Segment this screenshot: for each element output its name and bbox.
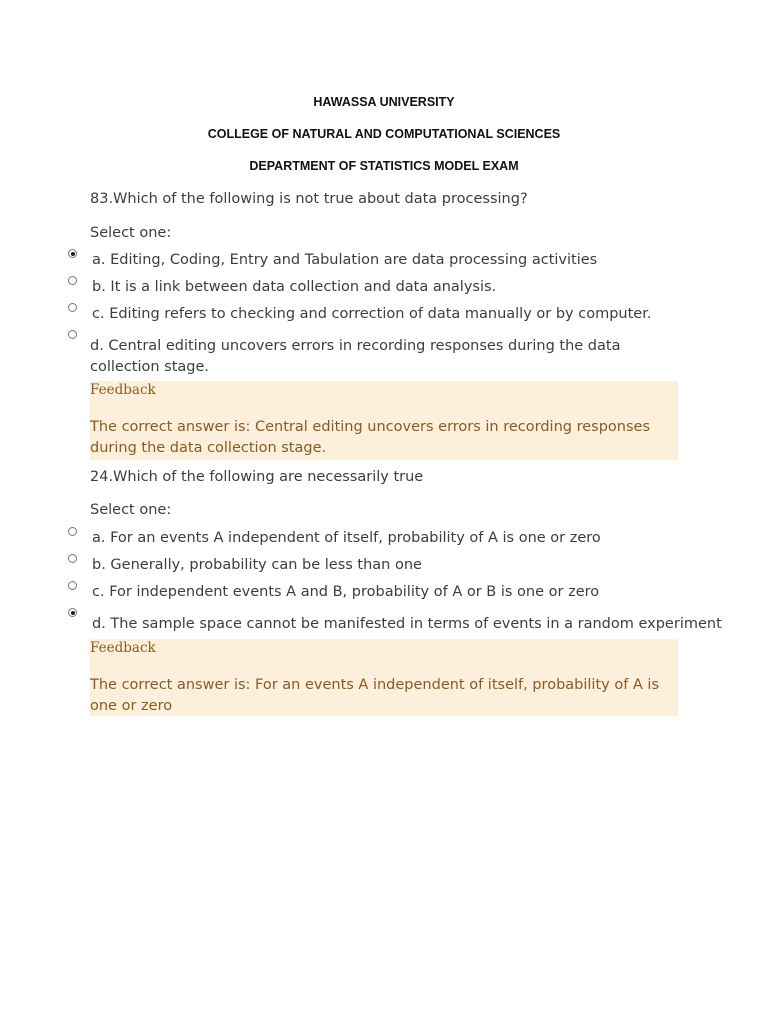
feedback-panel [90, 381, 678, 460]
college-title: COLLEGE OF NATURAL AND COMPUTATIONAL SCIENCES [207, 127, 561, 141]
feedback-panel [90, 639, 678, 716]
radio-button[interactable] [68, 554, 77, 563]
option-label[interactable]: d. Central editing uncovers errors in recording responses during the data collection stage. [90, 338, 621, 375]
radio-button[interactable] [68, 276, 77, 285]
question-text: 24.Which of the following are necessarily true [90, 469, 424, 485]
university-title: HAWASSA UNIVERSITY [313, 95, 455, 109]
feedback-text: The correct answer is: Central editing uncovers errors in recording responses during the data collection stage. [90, 419, 650, 456]
option-label[interactable]: b. Generally, probability can be less than one [92, 557, 422, 573]
feedback-title: Feedback [90, 640, 156, 656]
select-one-label: Select one: [90, 225, 172, 241]
feedback-title: Feedback [90, 382, 156, 398]
radio-button[interactable] [68, 527, 77, 536]
radio-button[interactable] [68, 608, 77, 617]
radio-button[interactable] [68, 249, 77, 258]
exam-title: DEPARTMENT OF STATISTICS MODEL EXAM [249, 159, 519, 173]
feedback-text: The correct answer is: For an events A independent of itself, probability of A is one or zero [90, 677, 660, 714]
option-label[interactable]: c. For independent events A and B, probability of A or B is one or zero [92, 584, 600, 600]
option-label[interactable]: d. The sample space cannot be manifested in terms of events in a random experiment [92, 616, 722, 632]
option-label[interactable]: a. Editing, Coding, Entry and Tabulation are data processing activities [92, 252, 598, 268]
select-one-label: Select one: [90, 502, 172, 518]
option-label[interactable]: c. Editing refers to checking and correction of data manually or by computer. [92, 306, 652, 322]
radio-button[interactable] [68, 581, 77, 590]
option-label[interactable]: b. It is a link between data collection and data analysis. [92, 279, 497, 295]
radio-button[interactable] [68, 303, 77, 312]
option-label[interactable]: a. For an events A independent of itself, probability of A is one or zero [92, 530, 601, 546]
radio-button[interactable] [68, 330, 77, 339]
question-text: 83.Which of the following is not true about data processing? [90, 191, 528, 207]
